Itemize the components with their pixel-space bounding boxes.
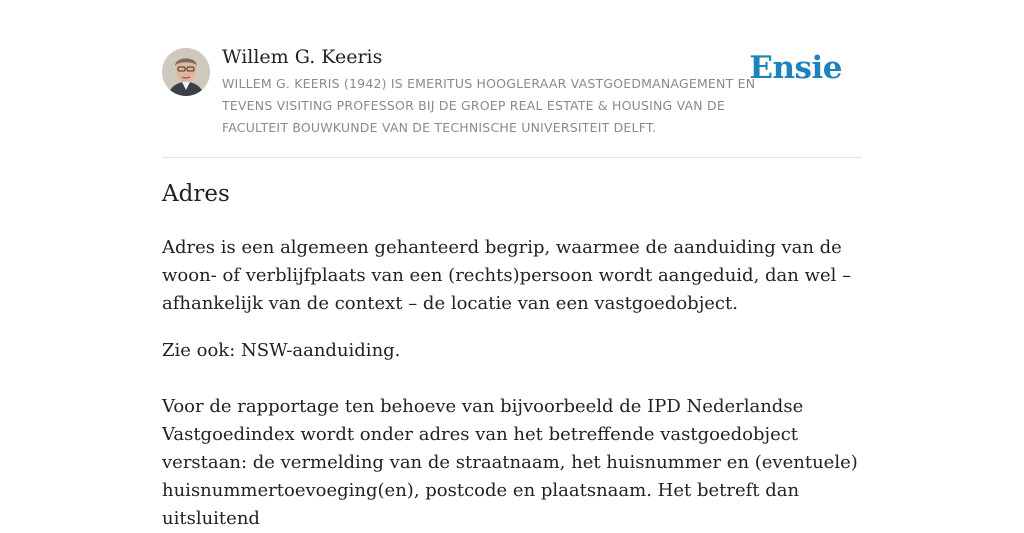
article-see-also: Zie ook: NSW-aanduiding. bbox=[162, 340, 401, 361]
article-paragraph: Adres is een algemeen gehanteerd begrip, waarmee de aanduiding van de woon- of verblijfplaats van een (rechts)persoon wordt aangeduid, dan wel – afhankelijk van de context – de locatie van een vastgoedobject. bbox=[162, 237, 852, 314]
header-divider bbox=[162, 157, 862, 158]
author-bio: WILLEM G. KEERIS (1942) IS EMERITUS HOOGLERAAR VASTGOEDMANAGEMENT EN TEVENS VISITING PROFESSOR BIJ DE GROEP REAL ESTATE & HOUSING VAN DE FACULTEIT BOUWKUNDE VAN DE TECHNISCHE UNIVERSITEIT DELFT. bbox=[222, 76, 756, 135]
avatar-portrait-icon bbox=[162, 48, 210, 96]
ensie-logo[interactable]: Ensie bbox=[749, 50, 842, 86]
article-paragraph: Voor de rapportage ten behoeve van bijvoorbeeld de IPD Nederlandse Vastgoedindex wordt onder adres van het betreffende vastgoedobject verstaan: de vermelding van de straatnaam, het huisnummer en (eventuele) huisnummertoevoeging(en), postcode en plaatsnaam. Het betreft dan uitsluitend bbox=[162, 396, 858, 529]
article-title: Adres bbox=[162, 181, 230, 207]
author-avatar[interactable] bbox=[162, 48, 210, 96]
author-name[interactable]: Willem G. Keeris bbox=[222, 46, 383, 68]
